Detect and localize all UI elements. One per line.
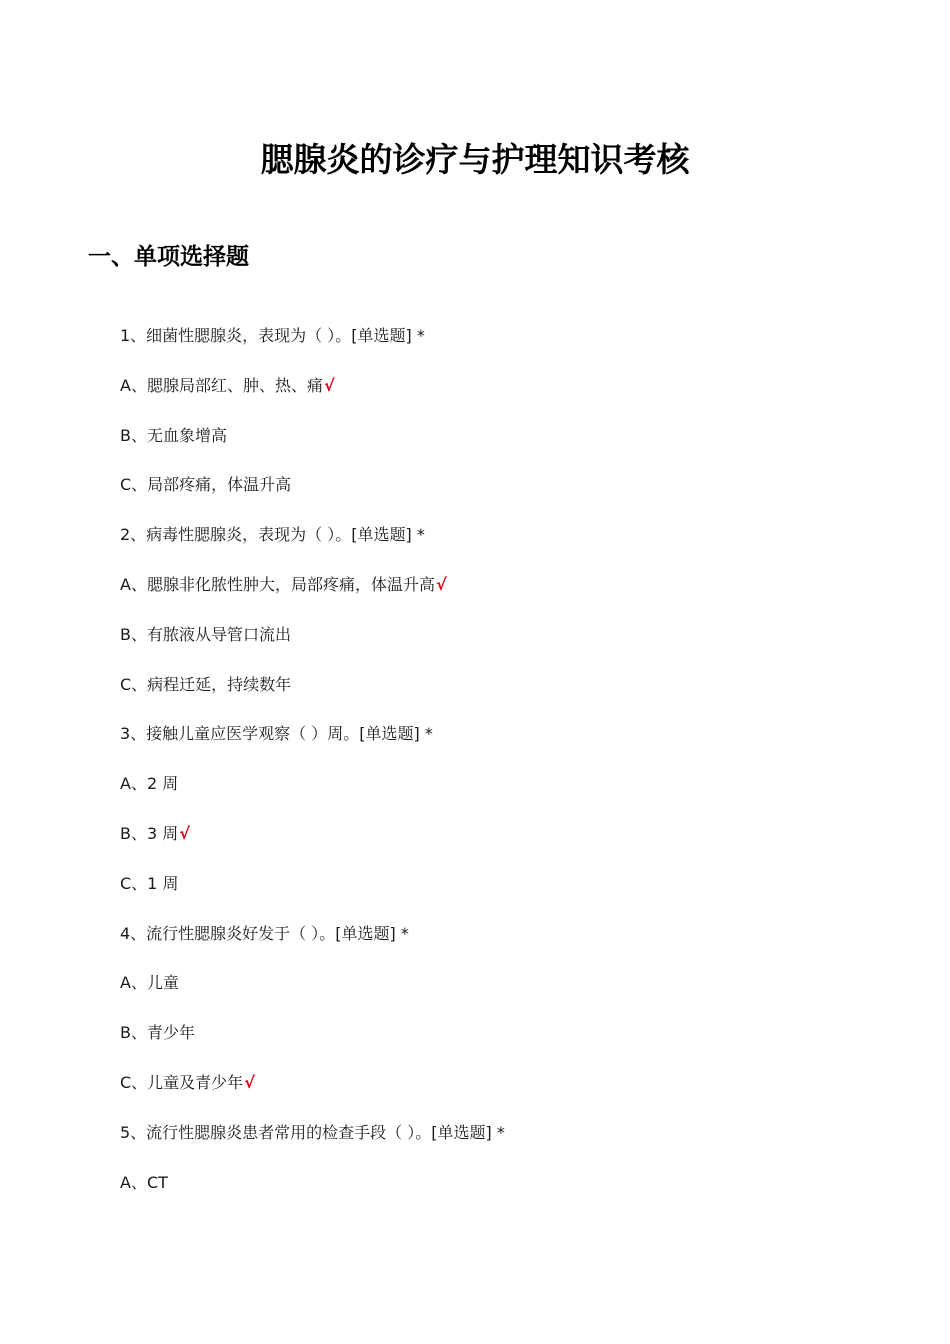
section-heading: 一、单项选择题 <box>88 244 249 270</box>
option-label: C、儿童及青少年 <box>120 1072 244 1092</box>
question-text <box>120 721 900 771</box>
option-label: B、有脓液从导管口流出 <box>120 624 291 644</box>
answer-option <box>120 622 900 672</box>
answer-option <box>120 1070 900 1120</box>
answer-option <box>120 672 900 722</box>
question-label: 5、流行性腮腺炎患者常用的检查手段（ ）。[单选题] * <box>120 1122 505 1142</box>
option-label: B、青少年 <box>120 1023 195 1043</box>
question-label: 2、病毒性腮腺炎，表现为（ ）。[单选题] * <box>120 525 425 545</box>
option-label: A、CT <box>120 1172 168 1192</box>
answer-option <box>120 423 900 473</box>
answer-option <box>120 871 900 921</box>
question-text <box>120 323 900 373</box>
option-label: A、腮腺局部红、肿、热、痛 <box>120 375 323 395</box>
option-label: C、病程迁延，持续数年 <box>120 674 292 694</box>
answer-option <box>120 970 900 1020</box>
answer-option <box>120 771 900 821</box>
correct-check-icon: √ <box>323 375 335 395</box>
question-label: 1、细菌性腮腺炎，表现为（ ）。[单选题] * <box>120 326 425 345</box>
option-label: C、1 周 <box>120 873 179 893</box>
answer-option <box>120 572 900 622</box>
question-text <box>120 1120 900 1170</box>
answer-option <box>120 1170 900 1220</box>
question-label: 4、流行性腮腺炎好发于（ ）。[单选题] * <box>120 923 409 943</box>
document-title: 腮腺炎的诊疗与护理知识考核 <box>260 140 690 179</box>
correct-check-icon: √ <box>179 823 190 843</box>
question-text <box>120 522 900 572</box>
correct-check-icon: √ <box>244 1072 255 1092</box>
option-label: B、无血象增高 <box>120 425 227 445</box>
question-list <box>120 323 900 1219</box>
question-label: 3、接触儿童应医学观察（ ）周。[单选题] * <box>120 724 433 744</box>
option-label: A、2 周 <box>120 774 179 794</box>
answer-option <box>120 1020 900 1070</box>
answer-option <box>120 472 900 522</box>
answer-option <box>120 821 900 871</box>
correct-check-icon: √ <box>435 574 447 594</box>
question-text <box>120 921 900 971</box>
option-label: B、3 周 <box>120 823 179 843</box>
option-label: A、腮腺非化脓性肿大，局部疼痛，体温升高 <box>120 574 435 594</box>
answer-option <box>120 373 900 423</box>
option-label: C、局部疼痛，体温升高 <box>120 475 292 495</box>
option-label: A、儿童 <box>120 973 179 993</box>
